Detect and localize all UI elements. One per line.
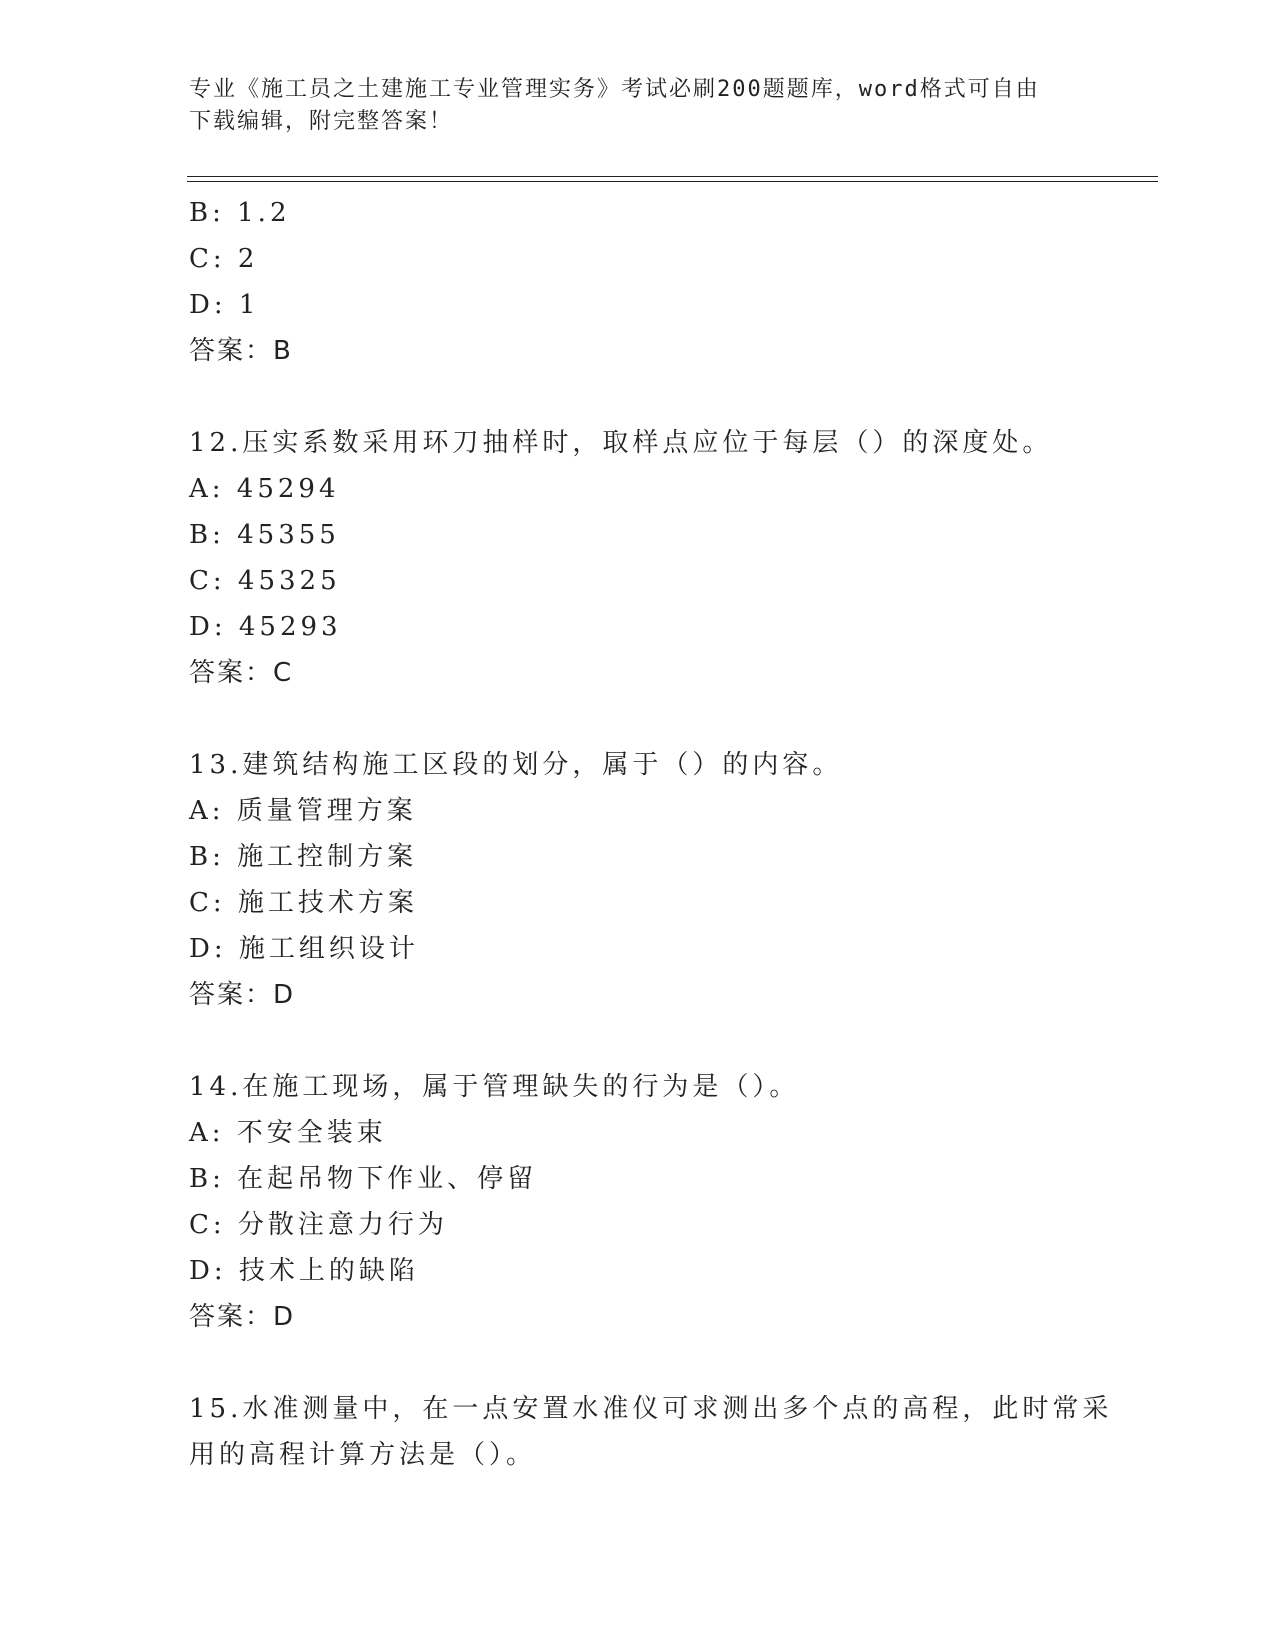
option-c: C: 45325 xyxy=(189,566,341,596)
answer: 答案：D xyxy=(189,1302,296,1332)
option-a: A: 质量管理方案 xyxy=(189,796,417,826)
answer: 答案：B xyxy=(189,336,293,366)
question-12 xyxy=(189,420,1089,696)
question-13 xyxy=(189,742,1089,1018)
option-b: B: 在起吊物下作业、停留 xyxy=(189,1164,538,1194)
option-c: C: 分散注意力行为 xyxy=(189,1210,448,1240)
option-a: A: 不安全装束 xyxy=(189,1118,387,1148)
question-11 xyxy=(189,190,1089,374)
question-14 xyxy=(189,1064,1089,1340)
answer: 答案：D xyxy=(189,980,296,1010)
question-15 xyxy=(189,1386,1113,1478)
header-divider-bottom xyxy=(187,181,1158,182)
option-d: D: 技术上的缺陷 xyxy=(189,1256,419,1286)
option-a: A: 45294 xyxy=(189,474,340,504)
option-c: C: 2 xyxy=(189,244,259,274)
option-c: C: 施工技术方案 xyxy=(189,888,418,918)
question-title: 13.建筑结构施工区段的划分，属于（）的内容。 xyxy=(189,750,843,780)
option-d: D: 1 xyxy=(189,290,260,320)
answer: 答案：C xyxy=(189,658,294,688)
option-d: D: 45293 xyxy=(189,612,342,642)
option-b: B: 45355 xyxy=(189,520,340,550)
header-divider-top xyxy=(187,176,1158,177)
question-title-line-1: 15.水准测量中，在一点安置水准仪可求测出多个点的高程，此时常采 xyxy=(189,1394,1113,1424)
question-title: 12.压实系数采用环刀抽样时，取样点应位于每层（）的深度处。 xyxy=(189,428,1053,458)
header-title-line-1: 专业《施工员之土建施工专业管理实务》考试必刷200题题库，word格式可自由 xyxy=(189,77,1040,102)
option-d: D: 施工组织设计 xyxy=(189,934,419,964)
header-title-line-2: 下载编辑，附完整答案！ xyxy=(189,109,454,134)
option-b: B: 施工控制方案 xyxy=(189,842,418,872)
question-title: 14.在施工现场，属于管理缺失的行为是（）。 xyxy=(189,1072,800,1102)
document-header xyxy=(189,74,1079,138)
question-list xyxy=(189,190,1113,1478)
option-b: B: 1.2 xyxy=(189,198,291,228)
question-title-line-2: 用的高程计算方法是（）。 xyxy=(189,1440,537,1470)
